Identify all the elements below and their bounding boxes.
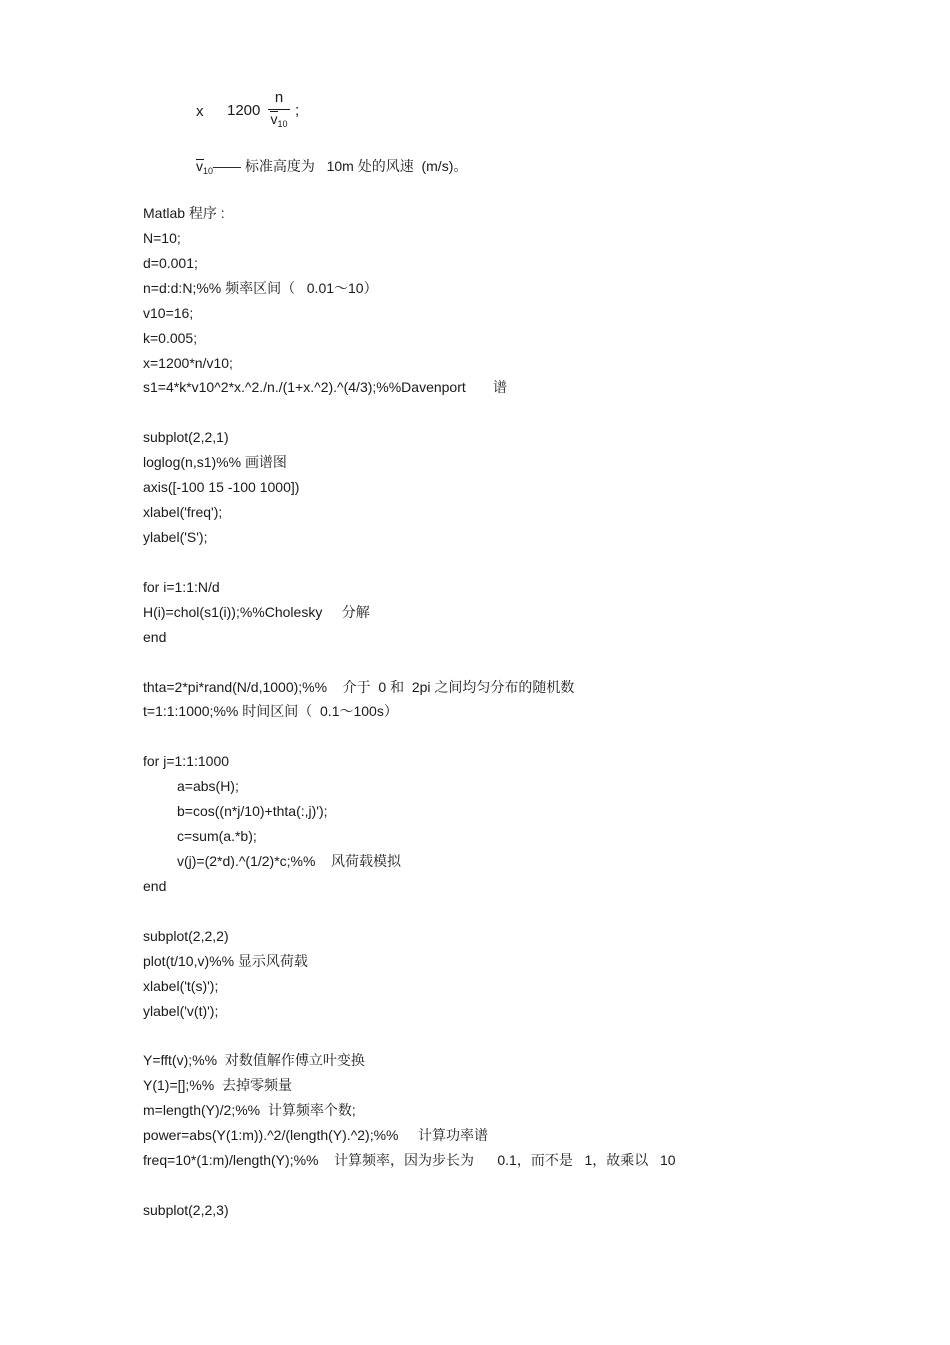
code-line: [143, 651, 676, 676]
formula-denominator: [266, 110, 292, 130]
code-line: subplot(2,2,2): [143, 927, 229, 944]
code-line: v10=16;: [143, 304, 194, 321]
code-line: power=abs(Y(1:m)).^2/(length(Y).^2);%% 计算功率谱: [143, 1127, 488, 1144]
code-line: [143, 401, 676, 426]
code-line: n=d:d:N;%% 频率区间（ 0.01～10）: [143, 279, 378, 296]
code-line: b=cos((n*j/10)+thta(:,j)');: [177, 803, 328, 820]
code-line: freq=10*(1:m)/length(Y);%% 计算频率，因为步长为 0.1，而不是 1，故乘以 10: [143, 1152, 676, 1169]
definition-text: —— 标准高度为 10m 处的风速 (m/s)。: [213, 158, 468, 174]
code-line: a=abs(H);: [177, 778, 239, 795]
code-line: subplot(2,2,1): [143, 429, 229, 446]
code-line: m=length(Y)/2;%% 计算频率个数;: [143, 1102, 356, 1119]
definition-var: v: [196, 158, 203, 174]
code-line: xlabel('t(s)');: [143, 977, 219, 994]
code-line: v(j)=(2*d).^(1/2)*c;%% 风荷载模拟: [177, 852, 401, 869]
matlab-code-block: [143, 202, 676, 1224]
code-line: ylabel('S');: [143, 528, 208, 545]
code-line: for j=1:1:1000: [143, 753, 230, 770]
code-line: Y(1)=[];%% 去掉零频量: [143, 1077, 292, 1094]
variable-definition: [196, 156, 467, 176]
code-line: loglog(n,s1)%% 画谱图: [143, 454, 287, 471]
formula-x: [196, 88, 396, 138]
code-line: [143, 1024, 676, 1049]
code-line: ylabel('v(t)');: [143, 1002, 219, 1019]
code-line: thta=2*pi*rand(N/d,1000);%% 介于 0 和 2pi 之间均匀分布的随机数: [143, 678, 575, 695]
denominator-var: v: [270, 111, 278, 127]
code-line: xlabel('freq');: [143, 504, 223, 521]
code-line: [143, 551, 676, 576]
code-line: end: [143, 628, 167, 645]
formula-semicolon: ;: [295, 102, 300, 119]
code-line: d=0.001;: [143, 254, 198, 271]
code-line: for i=1:1:N/d: [143, 578, 220, 595]
code-line: Matlab 程序 :: [143, 205, 225, 221]
code-line: N=10;: [143, 229, 181, 246]
code-line: Y=fft(v);%% 对数值解作傅立叶变换: [143, 1052, 365, 1069]
code-line: plot(t/10,v)%% 显示风荷载: [143, 952, 308, 969]
code-line: end: [143, 877, 167, 894]
code-line: s1=4*k*v10^2*x.^2./n./(1+x.^2).^(4/3);%%Davenport 谱: [143, 379, 507, 396]
formula-numerator: n: [274, 89, 284, 106]
code-line: t=1:1:1000;%% 时间区间（ 0.1～100s）: [143, 703, 398, 720]
denominator-sub: 10: [277, 119, 288, 129]
code-line: H(i)=chol(s1(i));%%Cholesky 分解: [143, 603, 370, 620]
code-line: c=sum(a.*b);: [177, 828, 257, 845]
formula-coefficient: 1200: [227, 102, 261, 119]
definition-sub: 10: [203, 166, 214, 176]
code-line: [143, 900, 676, 925]
code-line: x=1200*n/v10;: [143, 354, 233, 371]
code-line: subplot(2,2,3): [143, 1201, 229, 1218]
code-line: [143, 725, 676, 750]
code-line: axis([-100 15 -100 1000]): [143, 479, 300, 496]
formula-fraction: [266, 88, 292, 130]
formula-variable: x: [196, 103, 204, 120]
code-line: [143, 1174, 676, 1199]
code-line: k=0.005;: [143, 329, 198, 346]
